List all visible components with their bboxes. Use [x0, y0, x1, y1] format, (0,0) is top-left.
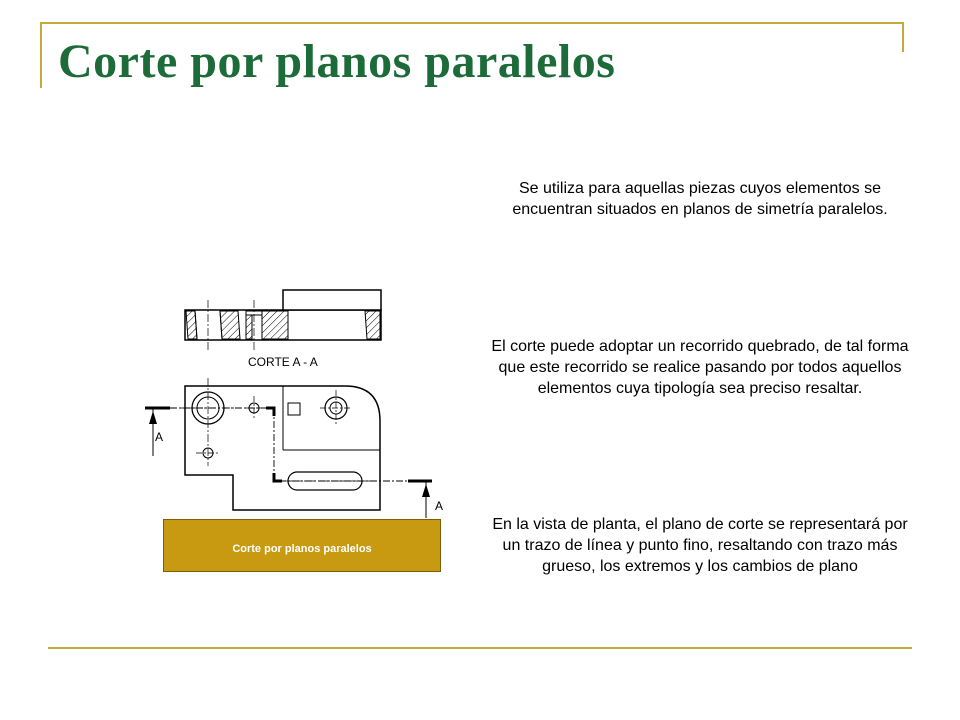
frame-left-line	[40, 22, 42, 88]
marker-left-label: A	[155, 430, 164, 444]
frame-top-line	[40, 22, 904, 24]
technical-drawing	[140, 278, 470, 523]
frame-right-line	[902, 22, 904, 52]
section-label: CORTE A - A	[248, 355, 318, 369]
slide-title: Corte por planos paralelos	[58, 35, 616, 88]
figure-caption: Corte por planos paralelos	[232, 542, 372, 555]
paragraph-1: Se utiliza para aquellas piezas cuyos elementos se encuentran situados en planos de simetría paralelos.	[512, 180, 888, 218]
marker-right-label: A	[435, 499, 444, 513]
frame-bottom-line	[48, 647, 912, 649]
figure-caption-box	[163, 519, 441, 572]
paragraph-3: En la vista de planta, el plano de corte se representará por un trazo de línea y punto fino, resaltando con trazo más grueso, los extremos y los cambios de plano	[492, 516, 908, 575]
paragraph-2: El corte puede adoptar un recorrido quebrado, de tal forma que este recorrido se realice pasando por todos aquellos elementos cuya tipología sea preciso resaltar.	[491, 338, 909, 397]
plan-view	[145, 378, 432, 510]
section-view	[185, 290, 381, 350]
section-arrow-right	[422, 481, 430, 518]
